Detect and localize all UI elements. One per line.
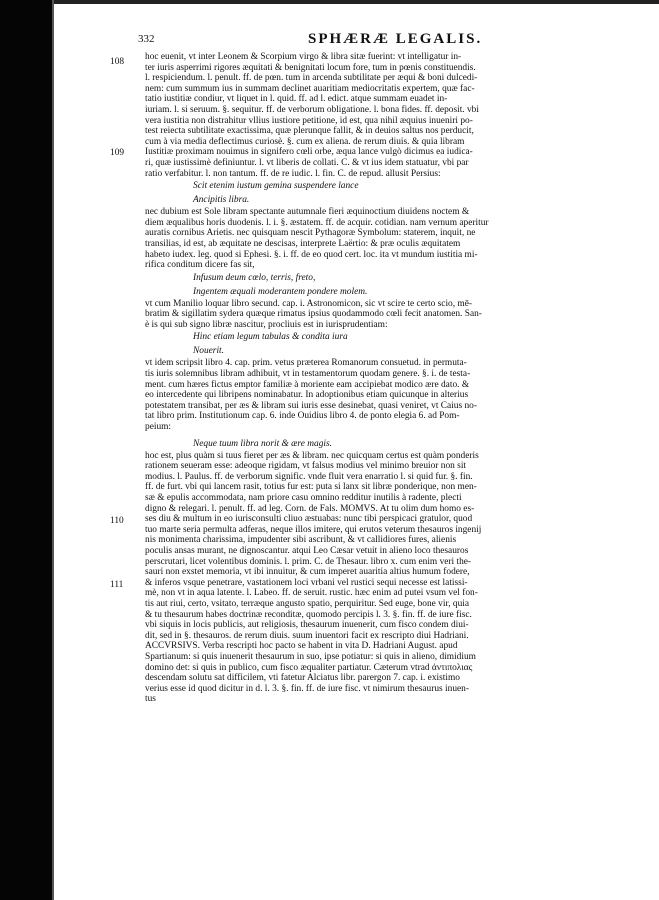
text-line: nis monimenta charissima, impudenter sibi ascribunt, & vt callidiores fures, alienis — [145, 535, 457, 546]
margin-note: 111 — [110, 580, 124, 590]
text-line: Iustitiæ proximam nouimus in signifero cœli orbe, æqua lance vulgò dicimus ea iudica- — [145, 147, 473, 158]
page-body — [145, 52, 598, 726]
text-line: tis aut riui, certo, vsitato, terræque angusto spatio, perquiritur. Sed euge, bone vir, quia — [145, 598, 470, 609]
text-line: iuriam. l. si seruum. §. sequitur. ff. de verborum obligatione. l. bona fides. ff. deposit. vbi — [145, 104, 479, 115]
text-line: descendam solutu sat difficilem, vti fatetur Alciatus libr. parergon 7. cap. i. existimo — [145, 673, 460, 684]
text-line: sæ & epulis accommodata, nam priore casu omnino redditur inutilis à radente, plecti — [145, 493, 462, 503]
text-line: tat libro prim. Institutionum cap. 6. inde Ouidius libro 4. de ponto elegia 6. ad Pom- — [145, 411, 460, 422]
verse-line: Ancipitis libra. — [193, 195, 250, 206]
text-line: ri, quæ iustissimè definiuntur. l. vt liberis de collati. C. & vt ius idem statuatur, vbi par — [145, 157, 469, 168]
text-line: nem: cum summum ius in summam declinet auaritiam mediocritatis expertem, quæ fac- — [145, 83, 475, 94]
text-line: & inferos vsque penetrare, vastationem loci vrbani vel rustici sequi necesse est latissi- — [145, 577, 468, 588]
text-line — [145, 705, 598, 716]
verse-line: Neque tuum libra norit & ære magis. — [193, 438, 332, 449]
text-line: ter iuris asperrimi rigores æquitati & benignitati locum fore, tum in pœnis constituendis. — [145, 62, 476, 73]
verse-line: Scit etenim iustum gemina suspendere lance — [193, 181, 359, 192]
text-line: l. respiciendum. l. penult. ff. de pœn. tum in arcenda subtilitate per æqui & boni dulcedi- — [145, 73, 478, 84]
text-line: tuo marte seria permulta adferas, neque illos imitere, qui erutos veterum thesauros ingenij — [145, 524, 482, 535]
margin-note: 108 — [110, 57, 125, 67]
text-line: rifica conditum dicere fas sit, — [145, 260, 255, 271]
text-line: vbi siquis in locis publicis, aut religiosis, thesaurum inuenerit, cum fisco condem diui- — [145, 620, 469, 631]
verse-line: Hinc etiam legum tabulas & condita iura — [193, 332, 348, 343]
text-line: bratim & sigillatim sydera quæque rimatus ipsius quodammodo cœli fecit anatomen. San- — [145, 309, 482, 320]
text-line: nec dubium est Sole libram spectante autumnale fieri æquinoctium diuidens noctem & — [145, 207, 470, 218]
text-line: ment. cum hæres fictus emptor familiæ à moriente eam accipiebat modico ære dato. & — [145, 379, 470, 390]
text-line: modius. l. Paulus. ff. de verborum signific. vnde fluit vera enarratio l. si quid fur. §. fin. — [145, 471, 473, 482]
text-line: tatio iustitiæ condiur, vt liquet in l. quid. ff. ad l. edict. atque summam euadet in- — [145, 94, 448, 105]
text-line: test reiecta subtilitate exactissima, quæ plerunque fallit, & in deuios saltus nos perducit, — [145, 126, 474, 137]
text-line: diem æqualibus horis duodenis. l. i. §. æstatem. ff. de acquir. cotidian. nam vernum aperitur — [145, 217, 489, 228]
text-line: & tu thesaurum habes doctrinæ reconditæ, quomodo percipis l. 3. §. fin. ff. de iure fisc. — [145, 609, 472, 620]
text-line: hoc est, plus quàm si tuus fieret per æs & libram. nec quicquam certus est quàm ponderis — [145, 450, 479, 461]
page-gutter-line — [52, 0, 54, 900]
text-line: è is qui sub signo libræ nascitur, procliuis est in iurisprudentiam: — [145, 319, 388, 330]
text-line: ratio verfabitur. l. non tantum. ff. de re iudic. l. fin. C. de repud. allusit Persius: — [145, 168, 441, 179]
verse-line: Ingentem æquali moderantem pondere molem. — [193, 286, 368, 297]
text-line: rationem seueram esse: adeoque rigidam, vt falsus modius vel minimo breuior non sit — [145, 461, 467, 472]
catchword — [145, 715, 598, 726]
text-line: cum à via media deflectimus curiosè. §. cum ex aliena. de rerum diuis. & quia libram — [145, 136, 465, 147]
text-line: habeto iudex. leg. quod si Ephesi. §. i. ff. de eo quod cert. loc. ita vt mundum iustitia mi- — [145, 249, 478, 260]
text-line: potestatem transibat, per æs & libram sui iuris esse desinebat, quasi veniret, vt Caius no- — [145, 400, 477, 411]
text-line: peium: — [145, 422, 172, 433]
text-line: poculis ansas murant, ne dignoscantur. atqui Leo Cæsar vetuit in alieno loco thesauros — [145, 545, 469, 556]
text-line: hoc euenit, vt inter Leonem & Scorpium virgo & libra sitæ fuerint: vt intelligatur in- — [145, 52, 462, 62]
page-top-edge — [0, 0, 659, 4]
verse-line: Nouerit. — [193, 346, 224, 357]
book-spine-shadow — [0, 0, 52, 900]
text-line: digno & relegari. l. penult. ff. ad leg. Corn. de Fals. MOMVS. At tu olim dum homo es- — [145, 503, 475, 514]
text-line: tus — [145, 694, 156, 705]
text-line: Spartianum: si quis inuenerit thesaurum in suo, ipse potiatur: si quis in alieno, dimidium — [145, 651, 476, 662]
margin-note: 110 — [110, 516, 124, 526]
text-line: verius esse id quod dicitur in d. l. 3. §. fin. ff. de iure fisc. vt nimirum thesaurus inuen- — [145, 683, 469, 694]
text-line: vera iustitia non distrahitur vllius iustiore petitione, id est, qua nihil æquius inueniri po- — [145, 115, 473, 126]
page-number: 332 — [138, 33, 155, 45]
text-line: transilias, id est, ab æquitate ne descisas, interprete Laërtio: & præ oculis æquitatem — [145, 238, 461, 249]
text-line: sauri non exstet memoria, vt ibi innuitur, & cum imperet auaritia altius humum fodere, — [145, 567, 470, 578]
text-line: mè, non vt in aqua latente. l. Labeo. ff. de seruit. rustic. hæc enim ad putei vsum vel fon- — [145, 588, 478, 599]
text-line: ses diu & multum in eo iurisconsulti cliuo æstuabas: nunc tibi perspicaci gratulor, quod — [145, 514, 473, 525]
margin-note: 109 — [110, 148, 125, 158]
text-line: perscrutari, licet volentibus dominis. l. prim. C. de Thesaur. libro x. cum enim veri the- — [145, 556, 472, 567]
text-line: vt idem scripsit libro 4. cap. prim. vetus præterea Romanorum consuetud. in permuta- — [145, 358, 467, 369]
text-line: ff. de furt. vbi qui lancem rasit, totius fur est: puta si lanx sit libræ ponderique, non men- — [145, 482, 477, 493]
text-line: auratis cornibus Arietis. nec quisquam nescit Pythagoræ Symbolum: staterem, inquit, ne — [145, 228, 476, 239]
text-line: vt cum Manilio loquar libro secund. cap. i. Astronomicon, sic vt scire te certo scio, mē- — [145, 298, 473, 309]
text-line: domino det: si quis in publico, cum fisco æqualiter partiatur. Cæterum vtrad ἀντιπολιας — [145, 662, 473, 673]
text-line: ACCVRSIVS. Verba rescripti hoc pacto se habent in vita D. Hadriani August. apud — [145, 641, 458, 652]
text-line: dit, sed in §. thesauros. de rerum diuis. suum inuentori facit ex rescripto diui Hadriani. — [145, 630, 469, 641]
running-head: SPHÆRÆ LEGALIS. — [308, 31, 483, 47]
page-header — [138, 31, 598, 51]
verse-line: Infusum deum cœlo, terris, freto, — [193, 272, 316, 283]
text-line: tis iuris solemnibus libram adhibuit, vt in testamentorum quodam genere. §. i. de testa- — [145, 369, 471, 380]
text-line: eo intercedente qui libripens nominabatur. In adoptionibus etiam quicunque in alterius — [145, 390, 469, 401]
